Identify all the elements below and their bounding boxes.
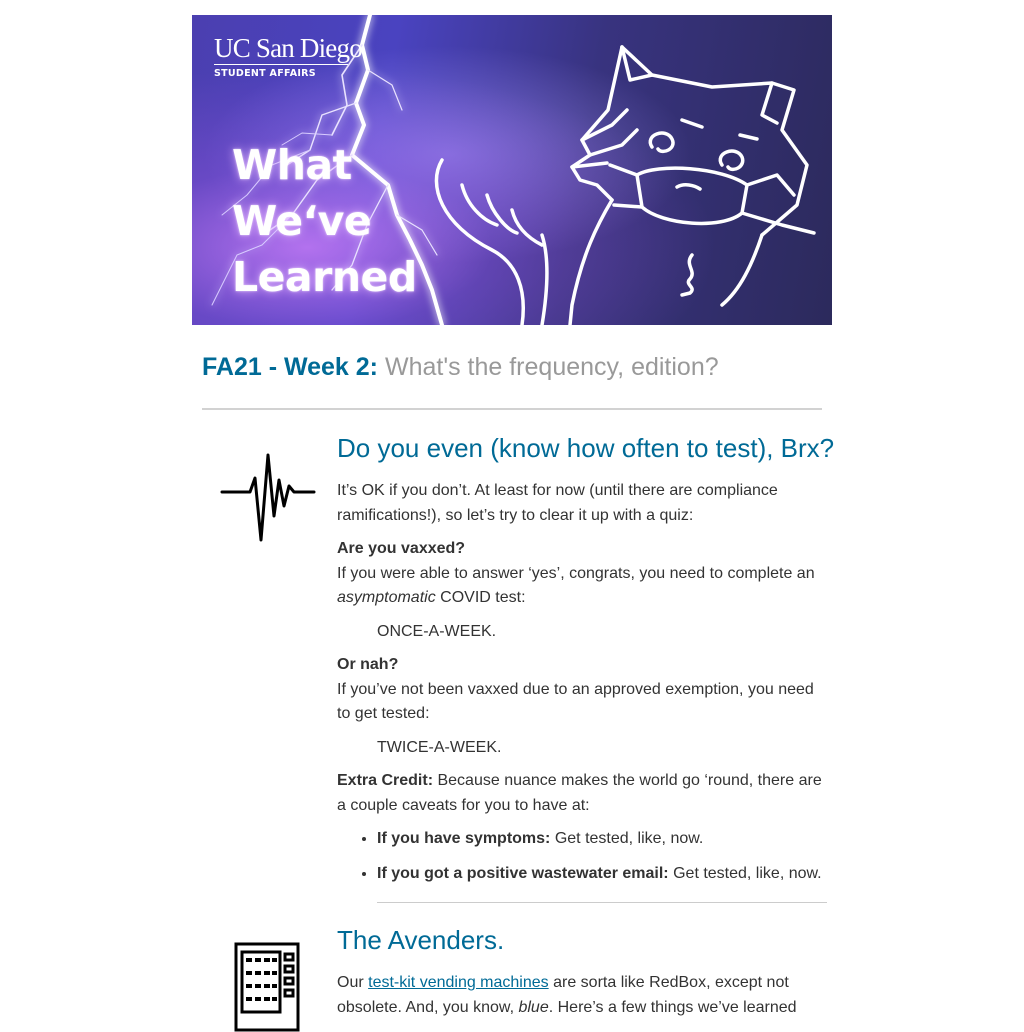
caveat-label: If you have symptoms: xyxy=(377,830,551,847)
masked-tiger-icon xyxy=(422,35,822,325)
vending-machine-icon xyxy=(234,942,300,1032)
hero-title-line: Learned xyxy=(232,253,417,301)
caveat-list xyxy=(337,827,829,886)
edition-heading xyxy=(202,353,832,382)
vending-machines-link[interactable]: test-kit vending machines xyxy=(368,974,549,991)
section-vending-machines xyxy=(192,925,832,1020)
question-text: COVID test: xyxy=(440,589,526,606)
section-body xyxy=(337,433,835,903)
question-heading: Or nah? xyxy=(337,656,399,673)
list-item xyxy=(377,862,829,886)
edition-week: FA21 - Week 2: xyxy=(202,353,379,381)
body-text: are sorta like RedBox, except not obsolete. And, you know, xyxy=(337,974,789,1016)
answer-twice-a-week: TWICE-A-WEEK. xyxy=(377,738,502,756)
answer-once-a-week: ONCE-A-WEEK. xyxy=(377,622,497,640)
question-emphasis: asymptomatic xyxy=(337,589,436,606)
brand-subtitle: STUDENT AFFAIRS xyxy=(214,68,316,79)
caveat-text: Get tested, like, now. xyxy=(554,830,704,847)
brand-name: UC San Diego xyxy=(214,33,362,63)
question-text: If you were able to answer ‘yes’, congrats, you need to complete an xyxy=(337,564,815,582)
ucsd-logo xyxy=(214,33,362,79)
body-emphasis: blue xyxy=(518,998,549,1016)
quiz-question-1 xyxy=(337,537,829,611)
hero-title-line: What xyxy=(232,141,352,189)
quiz-question-2 xyxy=(337,653,829,727)
hero-title-line: We‘ve xyxy=(232,197,372,245)
divider xyxy=(377,902,827,903)
hero-title xyxy=(232,137,417,305)
hero-banner xyxy=(192,15,832,325)
section-text xyxy=(337,971,829,1020)
body-text: . Here’s a few things we’ve learned xyxy=(548,998,797,1016)
list-item xyxy=(377,827,829,851)
edition-subtitle: What's the frequency, edition? xyxy=(384,353,719,381)
section-title: The Avenders. xyxy=(337,925,505,955)
heartbeat-icon xyxy=(220,450,316,546)
extra-credit xyxy=(337,769,829,818)
divider xyxy=(202,408,822,410)
section-title: Do you even (know how often to test), Brx? xyxy=(337,433,835,463)
newsletter xyxy=(192,15,835,1020)
body-text: Our xyxy=(337,974,364,991)
question-text: If you’ve not been vaxxed due to an approved exemption, you need to get tested: xyxy=(337,680,814,722)
brand-divider xyxy=(214,64,348,65)
caveat-label: If you got a positive wastewater email: xyxy=(377,865,669,882)
caveat-text: Get tested, like, now. xyxy=(673,865,822,882)
extra-credit-label: Extra Credit: xyxy=(337,772,434,789)
intro-text: It’s OK if you don’t. At least for now (until there are compliance ramifications!), so let’s try to clear it up with a quiz: xyxy=(337,482,778,524)
question-heading: Are you vaxxed? xyxy=(337,540,466,557)
extra-credit-text: Because nuance makes the world go ‘round, there are a couple caveats for you to have at: xyxy=(337,772,822,814)
section-body xyxy=(337,925,829,1020)
section-testing-frequency xyxy=(192,433,835,903)
